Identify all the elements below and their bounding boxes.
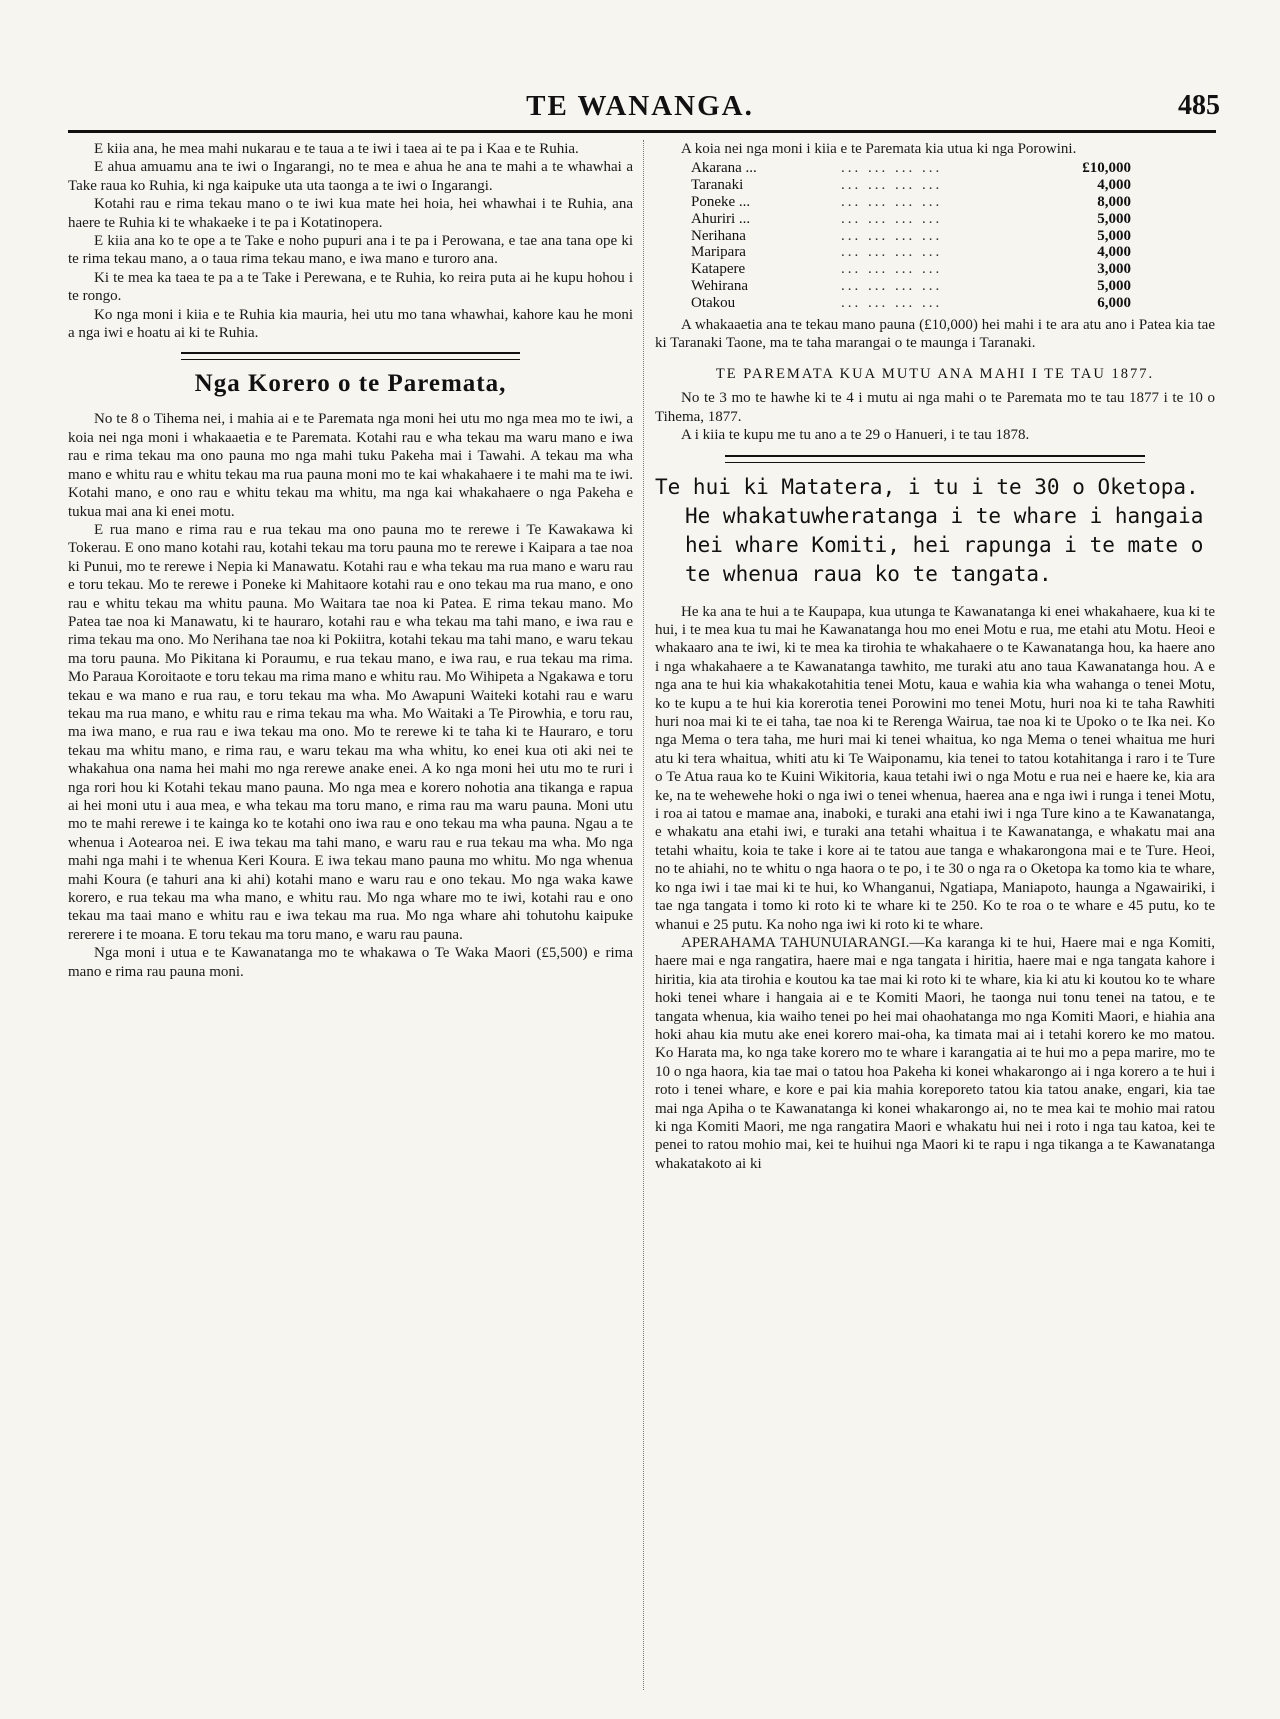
provinces-intro: A koia nei nga moni i kiia e te Paremata kia utua ki nga Porowini.	[681, 141, 1077, 157]
province-amount: £10,000	[1082, 160, 1131, 177]
section-heading-paremata: Nga Korero o te Paremata,	[194, 370, 507, 398]
news-paragraph: Ko nga moni i kiia e te Ruhia kia mauria, hei utu mo tana whawhai, kahore kau he moni a nga iwi e hoatu ai ki te Ruhia.	[68, 306, 633, 342]
table-row	[691, 211, 1131, 228]
leader-dots: ... ... ... ...	[841, 244, 943, 261]
province-amount: 6,000	[1097, 294, 1131, 311]
province-name: Poneke ...	[691, 194, 751, 210]
after-amounts-paragraph: A whakaaetia ana te tekau mano pauna (£10,000) hei mahi i te ara atu ano i Patea kia tae ki Taranaki Taone, ma te taha marangai o te maunga i Taranaki.	[655, 316, 1215, 351]
province-name: Wehirana	[691, 277, 749, 294]
leader-dots: ... ... ... ...	[841, 294, 943, 311]
province-amounts-table	[691, 160, 1131, 311]
province-amount: 4,000	[1097, 244, 1131, 261]
province-name: Nerihana	[691, 227, 746, 244]
province-amount: 5,000	[1097, 227, 1131, 244]
notice-paragraph: A i kiia te kupu me tu ano a te 29 o Hanueri, i te tau 1878.	[681, 427, 1030, 444]
table-row	[691, 160, 1131, 177]
notice-heading: TE PAREMATA KUA MUTU ANA MAHI I TE TAU 1877.	[715, 366, 1155, 383]
spacer	[655, 352, 1215, 362]
column-divider	[643, 140, 644, 1690]
masthead-rule	[68, 130, 1216, 133]
province-amount: 4,000	[1097, 177, 1131, 194]
paremata-paragraph: Nga moni i utua e te Kawanatanga mo te whakawa o Te Waka Maori (£5,500) e rima mano e rima rau pauna moni.	[68, 945, 633, 980]
leader-dots: ... ... ... ...	[841, 194, 943, 210]
table-row	[691, 244, 1131, 261]
province-amount: 5,000	[1097, 210, 1131, 227]
leader-dots: ... ... ... ...	[841, 227, 943, 244]
province-amount: 5,000	[1097, 277, 1131, 294]
province-amount: 3,000	[1097, 261, 1131, 278]
newspaper-page	[60, 90, 1220, 1690]
section-divider	[725, 455, 1145, 463]
heading-rest: He whakatuwheratanga i te whare i hangaia hei whare Komiti, hei rapunga i te mate o te whenua raua ko te tangata.	[685, 503, 1204, 586]
paremata-paragraph: No te 8 o Tihema nei, i mahia ai e te Paremata nga moni hei utu mo nga mea mo te iwi, a koia nei nga moni i whakaaetia e te Paremata. Kotahi rau e wha tekau ma waru mano e iwa rau e rima tekau ma ono pauna mo nga mahi tuku Pakeha mai i Tawahi. A tekau ma wha mano e whitu rau e whitu tekau ma rua pauna moni mo te kai whakahaere i te mahi ma te iwi. Kotahi mano, e ono rau e whitu tekau ma whitu, ma nga kai whakahaere o nga Pakeha e tukua mai ana ki enei motu.	[68, 411, 633, 520]
province-name: Akarana ...	[691, 160, 757, 177]
province-name: Ahuriri ...	[691, 210, 751, 227]
masthead	[60, 90, 1220, 130]
province-name: Katapere	[691, 261, 746, 278]
page-number: 485	[1178, 90, 1220, 121]
section-divider	[181, 352, 520, 360]
table-row	[691, 177, 1131, 194]
article-paragraph: APERAHAMA TAHUNUIARANGI.—Ka karanga ki te hui, Haere mai e nga Komiti, haere mai e nga rangatira, haere mai e nga tangata i hiritia, haere mai e nga tangata kahore i hiritia, kia ata tirohia e koutou ka tae mai ki roto ki te whare, kia ki atu ki koutou ko te whare hoki tenei whare i hangaia ai e te Komiti Maori, he taonga nui tonu tenei na tatou, e te tangata whenua, kia waiho tenei po hei mai ohaohatanga mo nga Komiti Maori, e hiahia ana hoki ahau kia mutu ake enei korero mai-oha, ka timata mai ai i tetahi korero ke mo matou. Ko Harata ma, ko nga take korero mo te whare i karangatia ai te hui mo a pepa marire, mo te 10 o nga haora, kia tae mai o tatou hoa Pakeha ki konei whakarongo ai i nga korero a te hui i roto i tenei whare, e kore e pai kia mahia koreporeto tatou kia tatou anake, engari, kia tae mai nga Apiha o te Kawanatanga ki konei whakarongo ai, no te mea kai te mohio mai ratou ki nga Komiti Maori, me nga rangatira Maori e whakatu hui nei i roto i nga tau katoa, kei te penei to ratou mohio mai, kei te huihui nga Maori ki te rapu i nga tikanga a te Kawanatanga whakatakoto ai ki	[655, 934, 1215, 1172]
news-paragraph: E kiia ana, he mea mahi nukarau e te taua a te iwi i taea ai te pa i Kaa e te Ruhia.	[94, 141, 579, 157]
province-name: Maripara	[691, 244, 746, 261]
article-paragraph: He ka ana te hui a te Kaupapa, kua utunga te Kawanatanga ki enei whakahaere, kua ki te hui, i te mea kua tu mai he Kawanatanga hou mo enei Motu e rua, me etahi atu Motu. Heoi e whakaaro ana te iwi, ki te mea ka tirohia te whakahaere o te Kawanatanga hou, ka haere ano i nga whakahaere a te Kawanatanga tawhito, me turaki atu ano taua Kawanatanga hou. A e nga ana te hui kia whakakotahitia tenei Motu, kaua e wahia kia wha wahanga o tenei Motu, ko te kupu a te hui kia korerotia tenei Porowini mo tenei Motu, huri noa ki te taha Rawhiti huri noa mai ki te ei taha, tae noa ki te Rerenga Wairua, tae noa ki te Upoko o te Ika nei. Ko nga Mema o tera taha, me huri mai ki tenei whaitua, ko nga Mema o tenei whaitua me huri atu ki tera whaitua, whiti atu ki Te Waiponamu, kia tenei to tatou kotahitanga i raro i te Ture o Te Atua raua ko te Kuini Wikitoria, kaua tetahi iwi o nga Motu e rua nei e haere ke, kia ara ke, na te wehewehe hoki o nga iwi o tenei whenua, haerea ana e nga iwi i runga i tenei Motu, i roa ai tatou e mamae ana, inaboki, e turaki ana etahi iwi i nga Ture kino a te Kawanatanga, e whakatu ana etahi iwi, e turaki ana tetahi whaitua i te Kawanatanga, e whakatu mai ana tetahi whaitu, koia te take i kore ai te tatou aue tanga e whakarongona mai e te Ture. Heoi, no te ahiahi, no te whitu o nga haora o te po, i te 30 o nga ra o Oketopa ka tomo kia te whare, ko nga iwi i tae mai ki te hui, ko Whanganui, Ngatiapa, Maniapoto, haunga a Ngawairiki, i tae nga tangata i tomo ki roto ki te whare ki te 250. Ko te roa o te whare e 45 putu, ko te whanui e 25 putu. Ka noho nga iwi ki roto ki te whare.	[655, 603, 1215, 933]
table-row	[691, 278, 1131, 295]
news-paragraph: Kotahi rau e rima tekau mano o te iwi kua mate hei hoia, hei whawhai i te Ruhia, ana haere te Ruhia ki te whakaeke i te pa i Kotatinopera.	[68, 196, 633, 231]
leader-dots: ... ... ... ...	[841, 177, 943, 194]
table-row	[691, 228, 1131, 245]
left-column	[68, 140, 633, 981]
leader-dots: ... ... ... ...	[841, 261, 943, 278]
heading-first-line: Te hui ki Matatera, i tu i te 30 o Oketopa.	[655, 474, 1199, 499]
leader-dots: ... ... ... ...	[841, 210, 943, 227]
province-name: Otakou	[691, 294, 736, 311]
news-paragraph: E ahua amuamu ana te iwi o Ingarangi, no te mea e ahua he ana te mahi a te whawhai a Take raua ko Ruhia, ki nga kaipuke uta uta taonga a te iwi o Ingarangi.	[68, 159, 633, 194]
table-row	[691, 261, 1131, 278]
newspaper-title: TE WANANGA.	[526, 90, 754, 122]
right-column	[655, 140, 1215, 1173]
news-paragraph: Ki te mea ka taea te pa a te Take i Perewana, e te Ruhia, ko reira puta ai he kupu hohou i te rongo.	[68, 269, 633, 305]
table-row	[691, 194, 1131, 211]
province-name: Taranaki	[691, 177, 744, 194]
article-heading-matatera	[655, 473, 1215, 589]
notice-paragraph: No te 3 mo te hawhe ki te 4 i mutu ai nga mahi o te Paremata mo te tau 1877 i te 10 o Tihema, 1877.	[655, 390, 1215, 425]
province-amount: 8,000	[1097, 194, 1131, 210]
leader-dots: ... ... ... ...	[841, 160, 943, 177]
news-paragraph: E kiia ana ko te ope a te Take e noho pupuri ana i te pa i Perowana, e tae ana tana ope ki te rima tekau mano, a o taua rima tekau mano, e iwa mano e turoro ana.	[68, 233, 633, 268]
leader-dots: ... ... ... ...	[841, 277, 943, 294]
table-row	[691, 295, 1131, 312]
paremata-paragraph: E rua mano e rima rau e rua tekau ma ono pauna mo te rerewe i Te Kawakawa ki Tokerau. E ono mano kotahi rau, kotahi tekau ma toru pauna mo te rerewe i Kaipara a tae noa ki Punui, mo te rerewe i Nepia ki Manawatu. Kotahi rau e wha tekau ma rua mano e waru rau e toru tekau. Mo te rerewe i Poneke ki Mahitaore kotahi rau e ono tekau ma rua mano, e ono rau e whitu tekau ma whitu pauna. Mo Waitara tae noa ki Patea. E rima tekau mano. Mo Patea tae noa ki Manawatu, ki te hauraro, kotahi rau e wha tekau ma tahi mano, e iwa rau e rima tekau ma ono. Mo Nerihana tae noa ki Pokiitra, kotahi tekau ma tahi mano, e waru tekau ma toru pauna. Mo Pikitana ki Poraumu, e rua tekau mano, e iwa rau, e rua tekau ma rima. Mo Paraua Koroitaote e toru tekau ma rima mano e whitu rau. Mo Wihipeta a Ngakawa e toru tekau e wa mano e rua rau, e toru tekau ma wha. Mo Awapuni Waiteki kotahi rau e waru tekau ma rua mano, e whitu rau e rima tekau ma wha. Mo Waitaki a Te Pirowhia, e toru rau, ma iwa mano, e rua rau e iwa tekau ma ono. Mo te rerewe ki te taha ki te Hauraro, e toru tekau ma whitu mano, e rima rau, e waru tekau ma wha whitu, ko enei kua oti aki nei te whakahua ona nama hei mahi mo nga rerewe anake enei. A ko nga moni hei utu mo te ruri i nga rori hou ki Kotahi tekau mano pauna. Mo nga mea e korero nohotia ana tikanga e rapua ai hei moni utu i aua mea, e wha tekau ma toru mano, e rima rau ma waru pauna. Moni utu mo te mahi rerewe i te kainga ko te kotahi ono iwa rau e ono tekau ma wha pauna. Ngau a te whenua i Aotearoa nei. E iwa tekau ma tahi mano, e waru rau e rua tekau ma wha. Mo nga mahi nga mahi i te whenua Keri Koura. E iwa tekau mano pauna mo whitu. Mo nga whenua mahi Koura (e tahuri ana ki ahi) kotahi mano e waru rau e ono tekau. Mo nga waka kawe korero, e rua tekau ma wha mano, e whitu rau. Mo nga whare mo te iwi, kotahi rau e ono tekau ma taai mano e whitu rau e iwa tekau ma rua. Mo nga whare ahi tohutohu kaipuke rererere i te moana. E toru tekau ma toru mano, e waru rau pauna.	[68, 521, 633, 943]
